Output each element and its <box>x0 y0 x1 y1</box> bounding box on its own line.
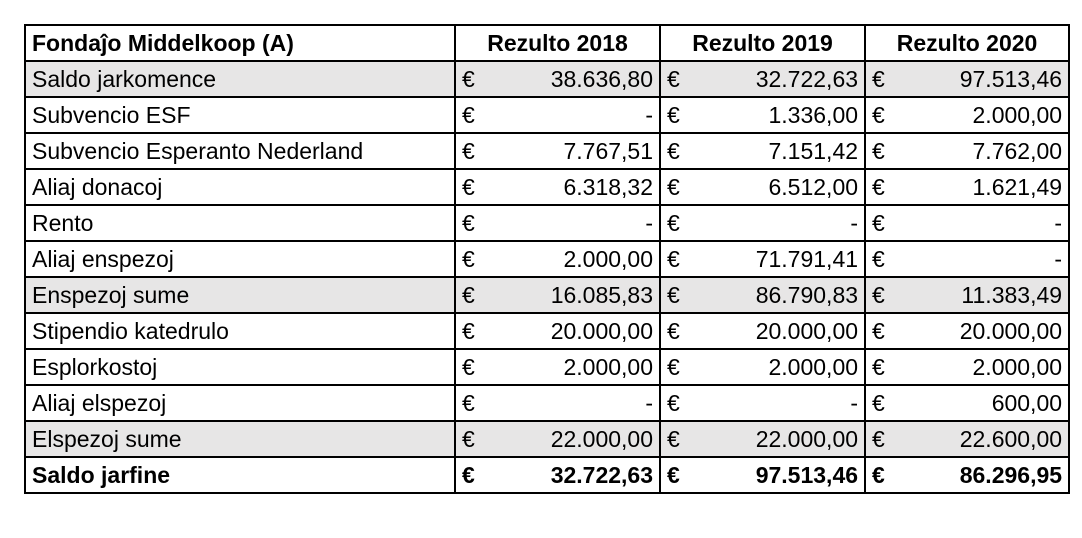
currency-symbol: € <box>660 241 705 277</box>
currency-symbol: € <box>865 61 910 97</box>
amount-cell: 16.085,83 <box>500 277 660 313</box>
currency-symbol: € <box>865 421 910 457</box>
row-label: Aliaj elspezoj <box>25 385 455 421</box>
amount-cell: 22.000,00 <box>705 421 865 457</box>
amount-cell: 20.000,00 <box>705 313 865 349</box>
amount-cell: - <box>500 97 660 133</box>
currency-symbol: € <box>865 385 910 421</box>
currency-symbol: € <box>865 277 910 313</box>
row-label: Enspezoj sume <box>25 277 455 313</box>
currency-symbol: € <box>660 421 705 457</box>
currency-symbol: € <box>865 241 910 277</box>
amount-cell: 6.512,00 <box>705 169 865 205</box>
currency-symbol: € <box>455 349 500 385</box>
amount-cell: 600,00 <box>910 385 1069 421</box>
column-header-2018: Rezulto 2018 <box>455 25 660 61</box>
currency-symbol: € <box>455 133 500 169</box>
row-label: Stipendio katedrulo <box>25 313 455 349</box>
amount-cell: 86.790,83 <box>705 277 865 313</box>
amount-cell: - <box>705 205 865 241</box>
amount-cell: - <box>500 385 660 421</box>
amount-cell: - <box>500 205 660 241</box>
currency-symbol: € <box>455 277 500 313</box>
table-row <box>25 313 1069 349</box>
row-label: Aliaj donacoj <box>25 169 455 205</box>
table-row <box>25 277 1069 313</box>
amount-cell: 22.600,00 <box>910 421 1069 457</box>
row-label: Saldo jarfine <box>25 457 455 493</box>
amount-cell: 97.513,46 <box>705 457 865 493</box>
row-label: Aliaj enspezoj <box>25 241 455 277</box>
table-row <box>25 349 1069 385</box>
amount-cell: 1.336,00 <box>705 97 865 133</box>
header-row <box>25 25 1069 61</box>
column-header-2020: Rezulto 2020 <box>865 25 1069 61</box>
currency-symbol: € <box>455 385 500 421</box>
table-title: Fondaĵo Middelkoop (A) <box>25 25 455 61</box>
row-label: Rento <box>25 205 455 241</box>
currency-symbol: € <box>455 313 500 349</box>
table-row <box>25 97 1069 133</box>
currency-symbol: € <box>660 97 705 133</box>
currency-symbol: € <box>865 349 910 385</box>
currency-symbol: € <box>660 205 705 241</box>
currency-symbol: € <box>455 169 500 205</box>
row-label: Subvencio ESF <box>25 97 455 133</box>
currency-symbol: € <box>455 61 500 97</box>
currency-symbol: € <box>455 205 500 241</box>
amount-cell: - <box>910 205 1069 241</box>
amount-cell: 2.000,00 <box>500 241 660 277</box>
currency-symbol: € <box>455 97 500 133</box>
financial-table <box>24 24 1070 494</box>
amount-cell: 7.767,51 <box>500 133 660 169</box>
amount-cell: 71.791,41 <box>705 241 865 277</box>
amount-cell: 11.383,49 <box>910 277 1069 313</box>
amount-cell: - <box>705 385 865 421</box>
currency-symbol: € <box>865 205 910 241</box>
table-row <box>25 421 1069 457</box>
row-label: Saldo jarkomence <box>25 61 455 97</box>
currency-symbol: € <box>660 349 705 385</box>
table-row <box>25 169 1069 205</box>
amount-cell: 86.296,95 <box>910 457 1069 493</box>
amount-cell: 32.722,63 <box>705 61 865 97</box>
table-row <box>25 61 1069 97</box>
table-row <box>25 457 1069 493</box>
amount-cell: 38.636,80 <box>500 61 660 97</box>
currency-symbol: € <box>865 457 910 493</box>
amount-cell: 7.762,00 <box>910 133 1069 169</box>
row-label: Subvencio Esperanto Nederland <box>25 133 455 169</box>
currency-symbol: € <box>660 133 705 169</box>
amount-cell: 7.151,42 <box>705 133 865 169</box>
currency-symbol: € <box>660 313 705 349</box>
amount-cell: 2.000,00 <box>500 349 660 385</box>
amount-cell: 2.000,00 <box>910 97 1069 133</box>
currency-symbol: € <box>660 169 705 205</box>
currency-symbol: € <box>865 97 910 133</box>
amount-cell: 32.722,63 <box>500 457 660 493</box>
currency-symbol: € <box>455 421 500 457</box>
currency-symbol: € <box>455 241 500 277</box>
table-row <box>25 385 1069 421</box>
amount-cell: 6.318,32 <box>500 169 660 205</box>
currency-symbol: € <box>660 457 705 493</box>
currency-symbol: € <box>660 61 705 97</box>
row-label: Esplorkostoj <box>25 349 455 385</box>
amount-cell: 97.513,46 <box>910 61 1069 97</box>
amount-cell: 22.000,00 <box>500 421 660 457</box>
currency-symbol: € <box>660 277 705 313</box>
row-label: Elspezoj sume <box>25 421 455 457</box>
table-row <box>25 133 1069 169</box>
amount-cell: 2.000,00 <box>910 349 1069 385</box>
currency-symbol: € <box>455 457 500 493</box>
table-body <box>25 61 1069 493</box>
amount-cell: - <box>910 241 1069 277</box>
currency-symbol: € <box>660 385 705 421</box>
column-header-2019: Rezulto 2019 <box>660 25 865 61</box>
table-row <box>25 241 1069 277</box>
amount-cell: 20.000,00 <box>500 313 660 349</box>
amount-cell: 20.000,00 <box>910 313 1069 349</box>
amount-cell: 2.000,00 <box>705 349 865 385</box>
table-row <box>25 205 1069 241</box>
currency-symbol: € <box>865 133 910 169</box>
amount-cell: 1.621,49 <box>910 169 1069 205</box>
currency-symbol: € <box>865 169 910 205</box>
currency-symbol: € <box>865 313 910 349</box>
